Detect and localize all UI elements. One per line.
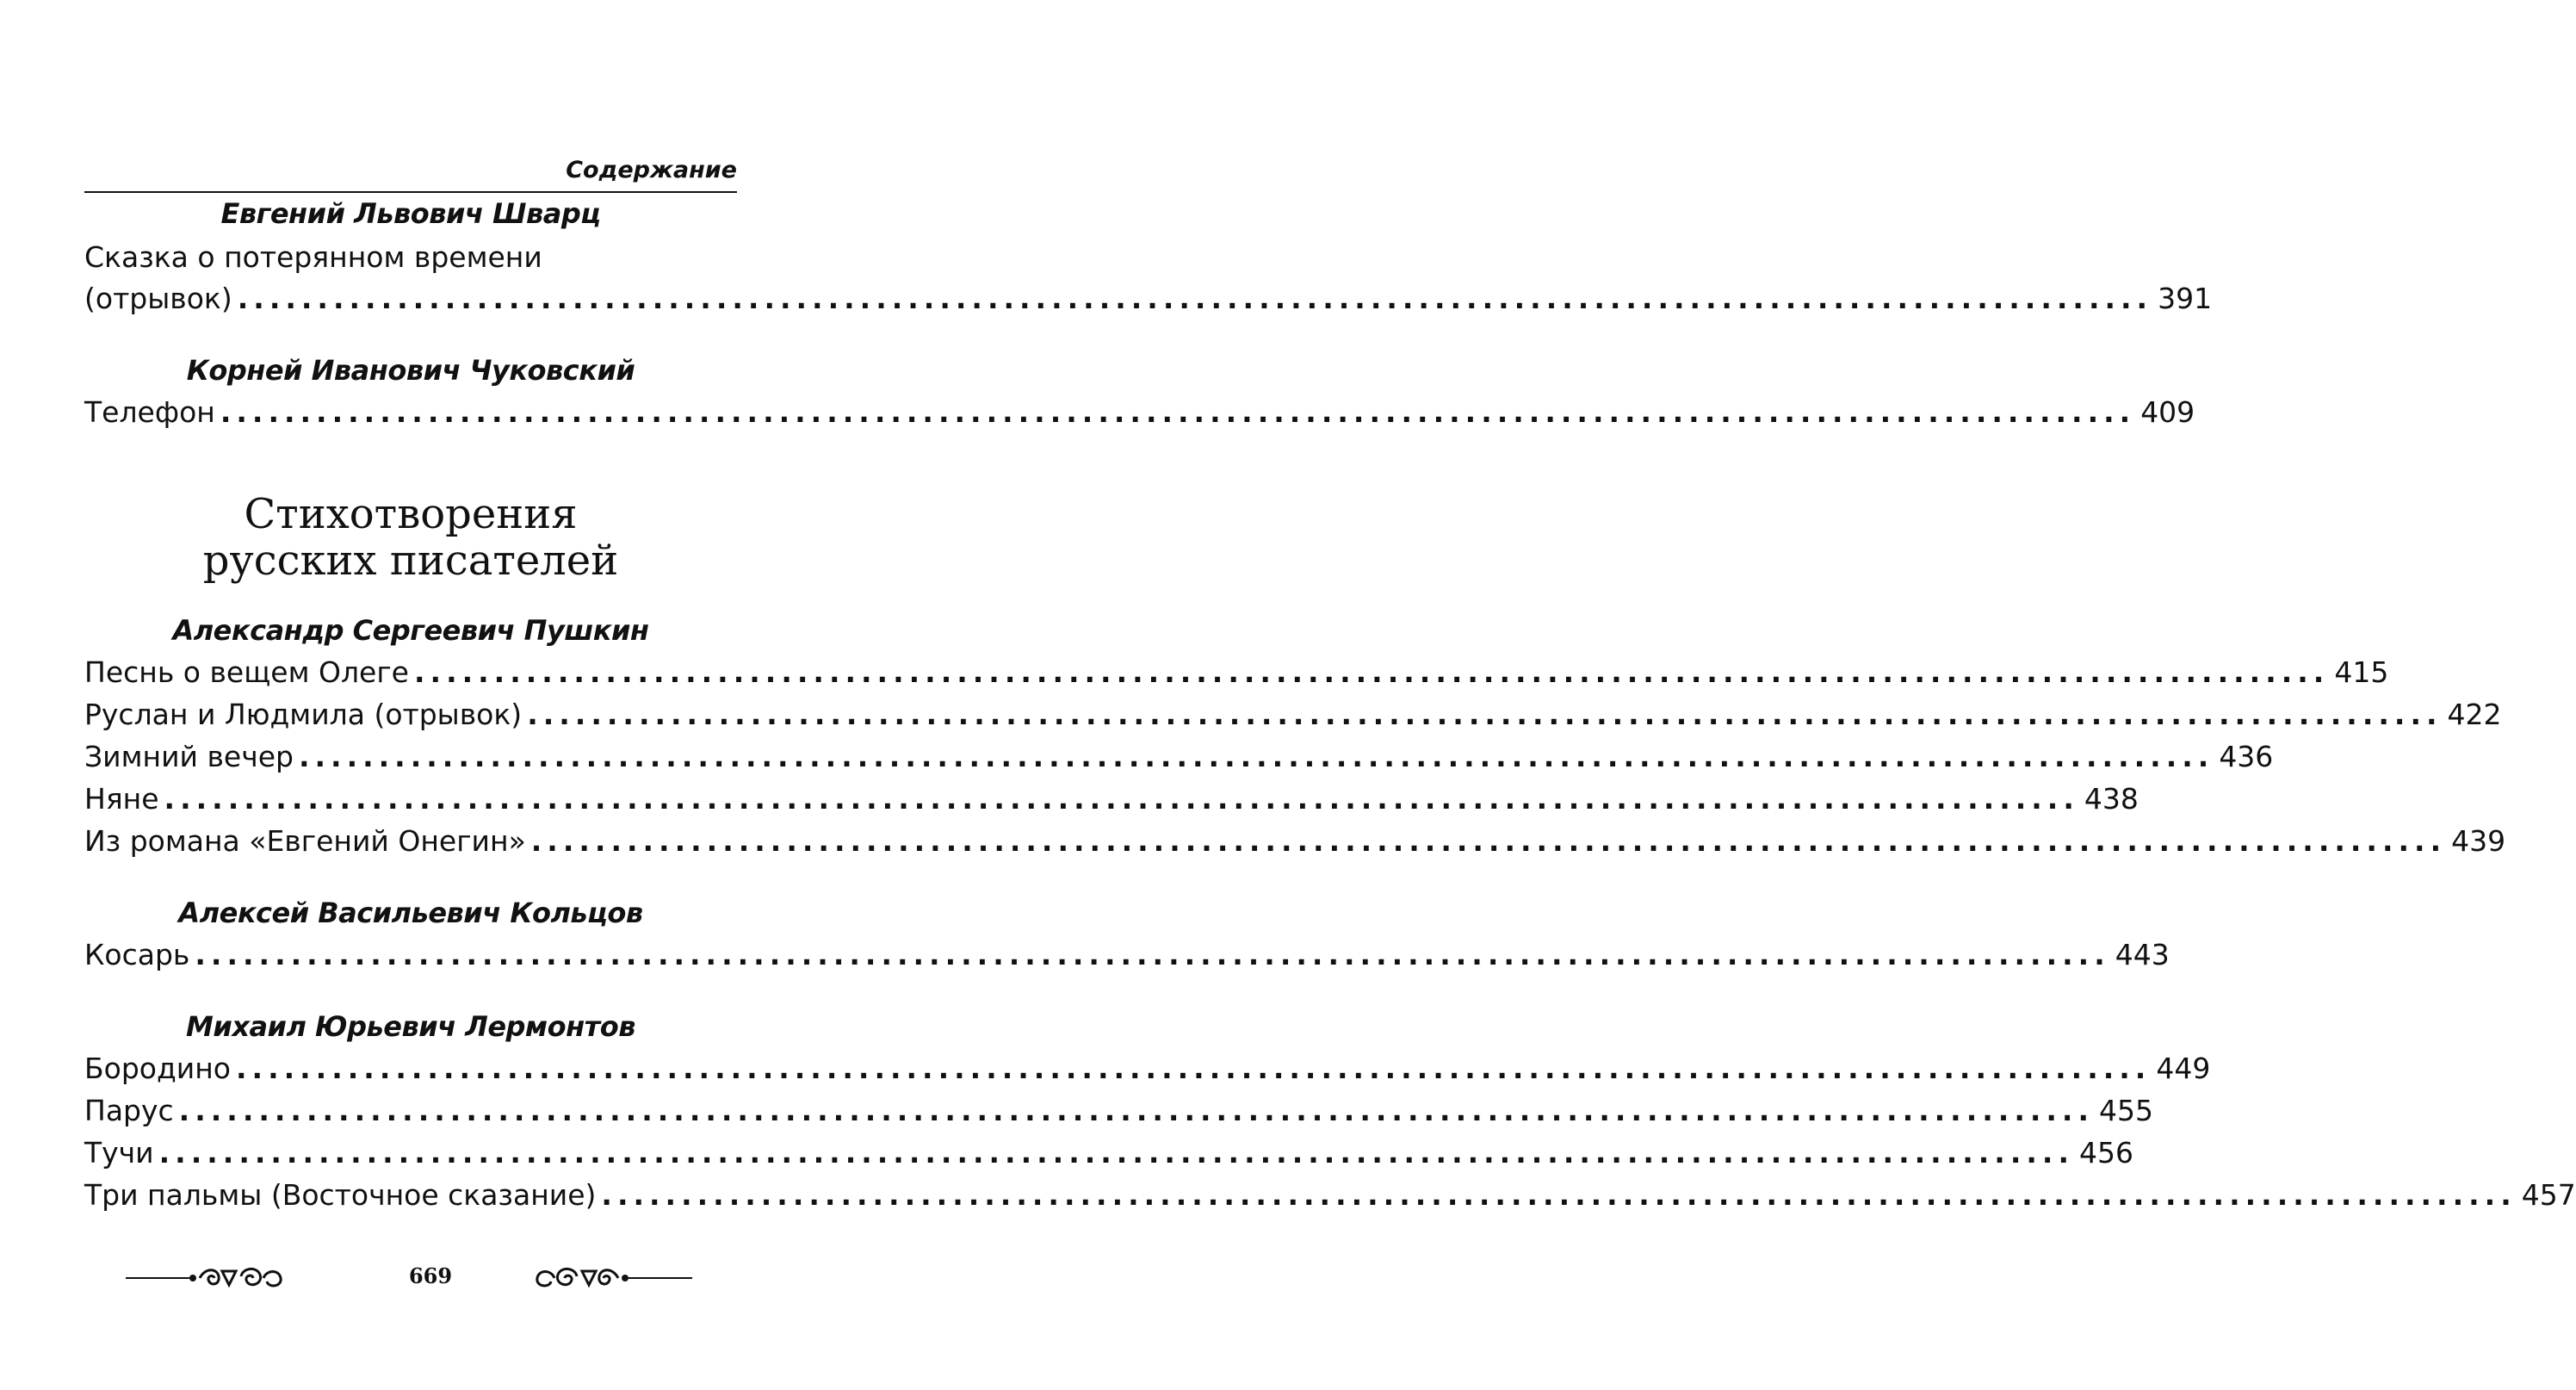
toc-entry-title: Парус <box>84 1094 174 1127</box>
toc-page-number: 455 <box>2099 1094 2154 1127</box>
toc-page-number: 391 <box>2158 282 2213 315</box>
toc-entry-title: Тучи <box>84 1136 154 1170</box>
toc-entry <box>84 1133 2133 1173</box>
author-heading-lermontov: Михаил Юрьевич Лермонтов <box>186 1010 635 1043</box>
toc-entry <box>84 1049 2211 1089</box>
toc-entry-title: Телефон <box>84 395 215 429</box>
toc-page-number: 438 <box>2084 782 2139 816</box>
toc-entry <box>84 653 2389 692</box>
toc-page-number: 457 <box>2521 1178 2576 1212</box>
toc-entry-title: (отрывок) <box>84 282 232 315</box>
toc-entry <box>84 1176 2576 1215</box>
leader-dots: ........................................................................................................................ <box>220 395 2136 429</box>
toc-entry-title: Бородино <box>84 1052 231 1085</box>
toc-page-number: 409 <box>2140 395 2195 429</box>
leader-dots: ........................................................................................................................ <box>414 655 2330 689</box>
author-heading-koltsov: Алексей Васильевич Кольцов <box>178 897 643 929</box>
leader-dots: ........................................................................................................................ <box>178 1094 2095 1127</box>
page-number: 669 <box>408 1263 453 1288</box>
toc-entry <box>84 393 2195 432</box>
leader-dots: ........................................................................................................................ <box>164 782 2079 816</box>
toc-entry-title: Песнь о вещем Олеге <box>84 655 409 689</box>
toc-entry-title: Руслан и Людмила (отрывок) <box>84 698 523 731</box>
leader-dots: ........................................................................................................................ <box>601 1178 2517 1212</box>
leader-dots: ........................................................................................................................ <box>195 938 2110 971</box>
toc-page-number: 443 <box>2115 938 2170 971</box>
author-heading-chukovsky: Корней Иванович Чуковский <box>186 354 635 387</box>
toc-entry-title: Три пальмы (Восточное сказание) <box>84 1178 597 1212</box>
leader-dots: ........................................................................................................................ <box>298 740 2214 773</box>
toc-entry <box>84 279 2213 319</box>
toc-page-number: 436 <box>2219 740 2274 773</box>
toc-entry <box>84 695 2502 735</box>
section-title-line-1: Стихотворения <box>244 490 578 538</box>
leader-dots: ........................................................................................................................ <box>237 282 2153 315</box>
toc-entry-title: Из романа «Евгений Онегин» <box>84 824 526 858</box>
toc-entry <box>84 737 2274 777</box>
leader-dots: ........................................................................................................................ <box>158 1136 2074 1170</box>
running-head: Содержание <box>84 153 737 193</box>
toc-page-number: 456 <box>2078 1136 2133 1170</box>
author-heading-pushkin: Александр Сергеевич Пушкин <box>172 614 649 647</box>
leader-dots: ........................................................................................................................ <box>527 698 2443 731</box>
toc-page-number: 415 <box>2334 655 2389 689</box>
toc-entry-title: Няне <box>84 782 159 816</box>
leader-dots: ........................................................................................................................ <box>530 824 2447 858</box>
toc-entry-title: Зимний вечер <box>84 740 294 773</box>
toc-page-number: 439 <box>2451 824 2506 858</box>
toc-entry <box>84 779 2139 819</box>
toc-entry-title-line: Сказка о потерянном времени <box>84 240 542 274</box>
toc-entry <box>84 822 2506 861</box>
leader-dots: ........................................................................................................................ <box>236 1052 2152 1085</box>
toc-entry-title: Косарь <box>84 938 190 971</box>
toc-entry <box>84 1091 2154 1131</box>
section-title-line-2: русских писателей <box>202 537 619 585</box>
toc-page-number: 449 <box>2156 1052 2211 1085</box>
ornament-right-icon <box>520 1259 692 1294</box>
toc-entry <box>84 935 2170 975</box>
author-heading-schwartz: Евгений Львович Шварц <box>220 197 601 230</box>
toc-page-number: 422 <box>2447 698 2502 731</box>
